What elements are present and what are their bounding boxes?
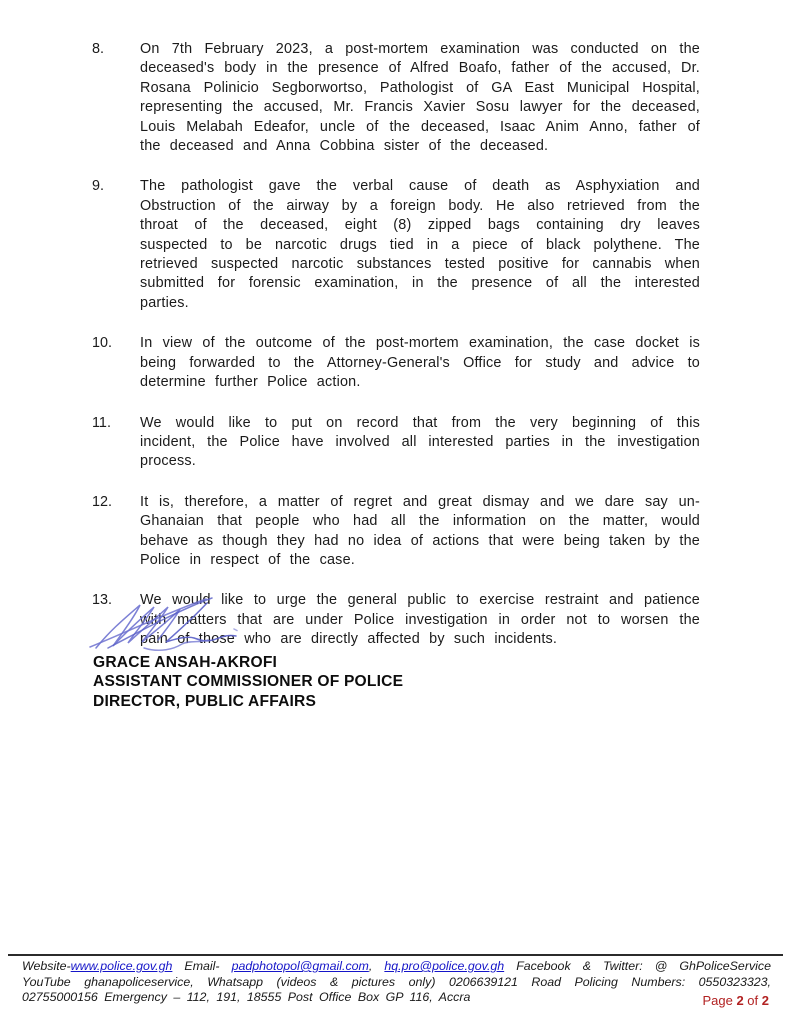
item-text: In view of the outcome of the post-mortem examination, the case docket is being forwarded to the Attorney-General's Office for study and advice to determine further Police action. (140, 335, 700, 391)
numbered-item (92, 414, 700, 472)
item-text: The pathologist gave the verbal cause of death as Asphyxiation and Obstruction of the airway by a foreign body. He also retrieved from the throat of the deceased, eight (8) zipped bags containing dry leaves suspected to be narcotic drugs tied in a piece of black polythene. The retrieved suspected narcotic substances tested positive for cannabis when submitted for forensic examination, in the presence of all the interested parties. (140, 178, 700, 311)
page-footer (8, 954, 783, 1018)
page-number: 2 (736, 993, 744, 1008)
page-label: Page (702, 993, 737, 1008)
numbered-item (92, 40, 700, 156)
email-label: Email- (172, 959, 232, 973)
signatory-title: DIRECTOR, PUBLIC AFFAIRS (93, 692, 317, 710)
email-link-1[interactable]: padphotopol@gmail.com (231, 959, 369, 973)
numbered-item (92, 334, 700, 392)
page-indicator (702, 993, 769, 1009)
item-number: 10. (92, 335, 113, 352)
item-text: On 7th February 2023, a post-mortem examination was conducted on the deceased's body in the presence of Alfred Boafo, father of the accused, Dr. Rosana Polinicio Segborwortso, Pathologist of GA East Municipal Hospital, representing the accused, Mr. Francis Xavier Sosu lawyer for the deceased, Louis Melabah Edeafor, uncle of the deceased, Isaac Anim Anno, father of the deceased and Anna Cobbina sister of the deceased. (140, 41, 700, 155)
item-number: 8. (92, 41, 105, 57)
signatory-rank: ASSISTANT COMMISSIONER OF POLICE (93, 673, 404, 691)
website-label: Website- (22, 959, 71, 973)
footer-contact-info (22, 959, 771, 1006)
separator-text: , (368, 959, 385, 973)
item-text: We would like to put on record that from the very beginning of this incident, the Police have involved all interested parties in the investigation process. (140, 414, 700, 470)
numbered-paragraphs (92, 40, 700, 671)
footer-rest-text: Facebook & Twitter: @ GhPoliceService YouTube ghanapoliceservice, Whatsapp (videos & pictures only) 0206639121 Road Policing Numbers: 0550323323, 02755000156 Emergency – 112, 191, 18555 Post Office Box GP 116, Accra (22, 959, 771, 1005)
signatory-block (93, 653, 403, 711)
item-number: 13. (92, 592, 113, 609)
signature-ink (86, 590, 248, 656)
item-number: 12. (92, 493, 113, 510)
email-link-2[interactable]: hq.pro@police.gov.gh (384, 959, 505, 973)
item-number: 11. (92, 414, 111, 431)
numbered-item (92, 493, 700, 571)
of-label: of (743, 993, 762, 1008)
signatory-name: GRACE ANSAH-AKROFI (93, 654, 278, 671)
page-total: 2 (761, 993, 769, 1008)
numbered-item (92, 177, 700, 313)
item-text: It is, therefore, a matter of regret and great dismay and we dare say un-Ghanaian that people who had all the information on the matter, would behave as though they had no idea of actions that were being taken by the Police in respect of the case. (140, 493, 700, 568)
item-number: 9. (92, 178, 105, 195)
website-link[interactable]: www.police.gov.gh (70, 959, 173, 973)
item-text: We would like to urge the general public to exercise restraint and patience with matters that are under Police investigation in order not to worsen the pain of those who are directly affected by such incidents. (140, 592, 700, 648)
